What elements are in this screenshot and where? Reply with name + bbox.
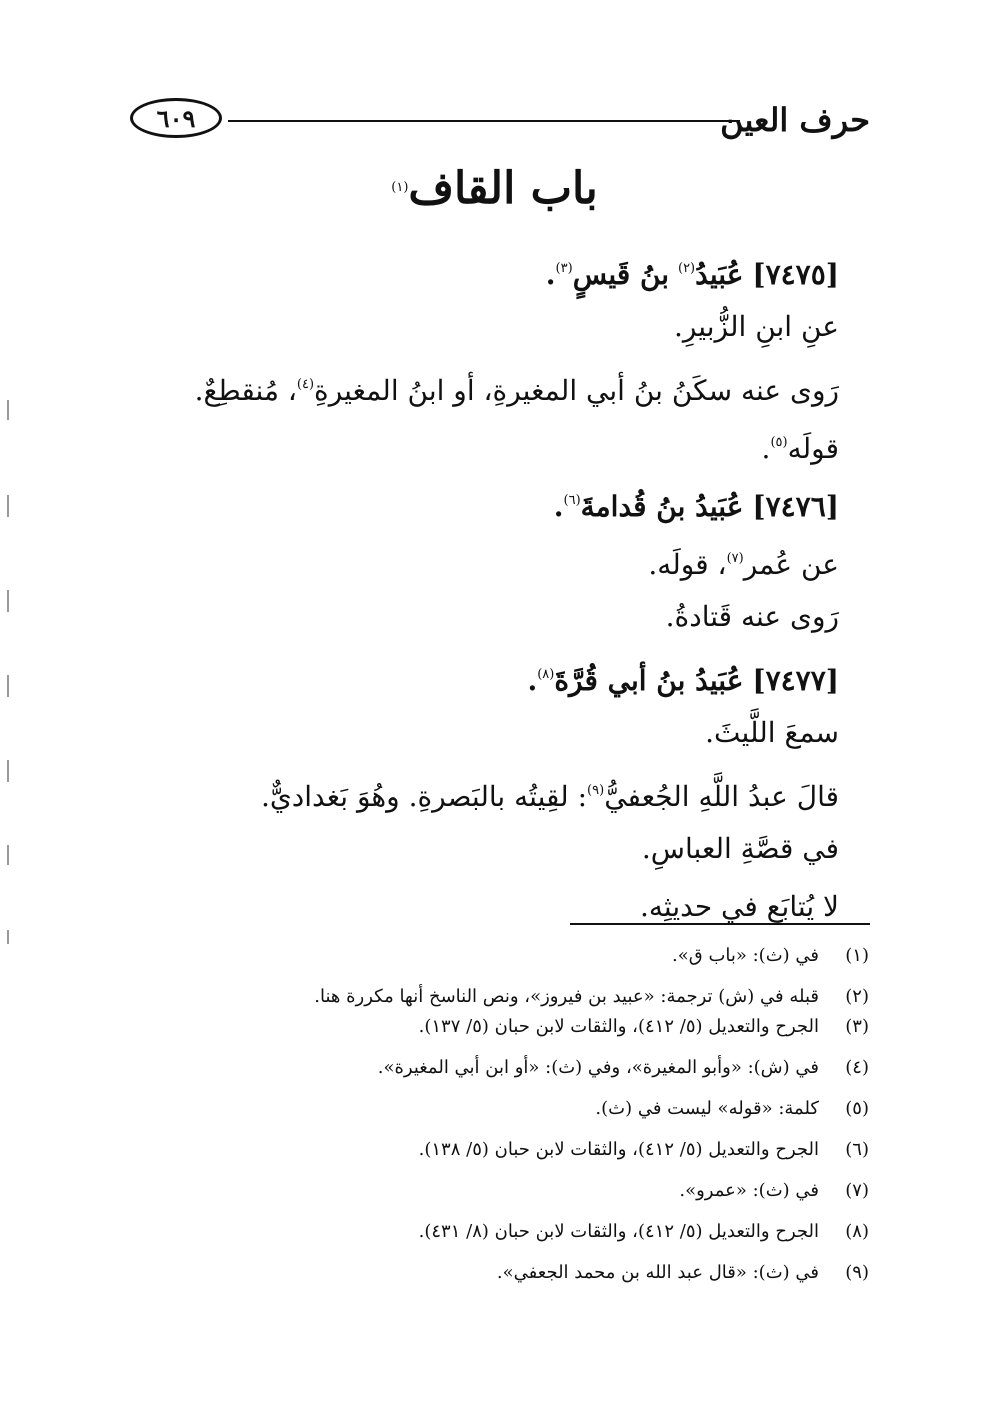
footnote-marker: (٥): [770, 435, 788, 450]
footnote-marker: (١): [391, 180, 409, 195]
footnote: [249, 946, 869, 966]
footnote-text: الجرح والتعديل (٥/ ٤١٢)، والثقات لابن حبان (٥/ ١٣٨).: [418, 1139, 819, 1160]
entry-terminator: .: [545, 258, 556, 291]
footnote-marker: (٨): [537, 667, 555, 682]
entry-number: [٧٤٧٧]: [752, 664, 839, 697]
footnote-marker: (٤): [296, 377, 315, 392]
footnote-number: (٦): [845, 1139, 869, 1160]
chapter-title: [0, 158, 989, 219]
scan-margin-mark: [7, 590, 9, 612]
footnote: [249, 987, 869, 1007]
entry-name: عُبَيدُ: [695, 258, 744, 291]
footnote: [249, 1099, 869, 1119]
line-text: رَوى عنه سكَنُ بنُ أبي المغيرةِ، أو ابنُ المغيرةِ: [314, 374, 839, 407]
footnote-text: في (ث): «عمرو».: [679, 1180, 819, 1201]
footnotes: [249, 946, 869, 1304]
line-text-after: ، قولَه.: [648, 548, 727, 581]
footnote-number: (٨): [845, 1221, 869, 1242]
line-text: سمعَ اللَّيثَ.: [705, 716, 839, 749]
entry-line: [139, 588, 839, 646]
entry-terminator: .: [553, 490, 564, 523]
footnote-text: كلمة: «قوله» ليست في (ث).: [595, 1098, 819, 1119]
footnote: [249, 1058, 869, 1078]
entry-number: [٧٤٧٥]: [752, 258, 839, 291]
footnote-marker: (٦): [563, 493, 581, 508]
footnote-separator: [570, 923, 870, 925]
line-text: لا يُتابَع في حديثِه.: [639, 890, 839, 923]
entry-name: بنُ قَيسٍ: [572, 258, 670, 291]
running-title: حرف العين: [720, 101, 870, 139]
entry-line: [139, 878, 839, 936]
entry-heading: [139, 646, 839, 704]
entry-line: [139, 530, 839, 588]
footnote: [249, 1140, 869, 1160]
scan-margin-mark: [7, 845, 9, 865]
footnote: [249, 1222, 869, 1242]
scan-margin-mark: [7, 760, 9, 782]
main-text: [139, 240, 839, 936]
footnote-marker: (٣): [555, 261, 573, 276]
entry-line: [139, 356, 839, 414]
line-text: عن عُمر: [743, 548, 839, 581]
chapter-title-text: باب القاف: [408, 163, 598, 214]
footnote-number: (٣): [845, 1016, 869, 1037]
footnote-number: (١): [845, 945, 869, 966]
footnote-text: الجرح والتعديل (٥/ ٤١٢)، والثقات لابن حبان (٥/ ١٣٧).: [418, 1016, 819, 1037]
scan-margin-mark: [7, 930, 9, 944]
footnote-number: (٩): [845, 1262, 869, 1283]
footnote-number: (٢): [845, 986, 869, 1007]
line-text-after: .: [761, 432, 771, 465]
entry-name: عُبَيدُ بنُ أبي قُرَّةَ: [554, 664, 744, 697]
entry-heading: [139, 240, 839, 298]
footnote-text: الجرح والتعديل (٥/ ٤١٢)، والثقات لابن حبان (٨/ ٤٣١).: [418, 1221, 819, 1242]
footnote-number: (٥): [845, 1098, 869, 1119]
footnote-text: قبله في (ش) ترجمة: «عبيد بن فيروز»، ونص الناسخ أنها مكررة هنا.: [314, 986, 819, 1007]
entry-line: [139, 414, 839, 472]
scan-margin-mark: [7, 675, 9, 697]
line-text: قولَه: [787, 432, 839, 465]
entry-heading: [139, 472, 839, 530]
line-text: رَوى عنه قَتادةُ.: [665, 600, 839, 633]
line-text-after: : لقِيتُه بالبَصرةِ. وهُوَ بَغداديٌّ.: [260, 780, 588, 813]
footnote-text: في (ث): «باب ق».: [672, 945, 819, 966]
footnote-text: في (ث): «قال عبد الله بن محمد الجعفي».: [496, 1262, 819, 1283]
footnote-marker: (٧): [726, 551, 744, 566]
page-header: [130, 98, 870, 148]
entry-line: [139, 820, 839, 878]
scan-margin-mark: [7, 495, 9, 517]
footnote: [249, 1263, 869, 1283]
entry-name: عُبَيدُ بنُ قُدامةَ: [580, 490, 744, 523]
footnote-marker: (٢): [677, 261, 696, 276]
page-number: ٦٠٩: [130, 98, 222, 138]
entry-terminator: .: [527, 664, 538, 697]
footnote: [249, 1017, 869, 1037]
entry-line: [139, 762, 839, 820]
footnote-number: (٧): [845, 1180, 869, 1201]
footnote-text: في (ش): «وأبو المغيرة»، وفي (ث): «أو ابن أبي المغيرة».: [377, 1057, 819, 1078]
header-rule: [228, 120, 740, 122]
entry-number: [٧٤٧٦]: [752, 490, 839, 523]
line-text-after: ، مُنقطِعٌ.: [194, 374, 297, 407]
footnote-number: (٤): [845, 1057, 869, 1078]
line-text: عنِ ابنِ الزُّبيرِ.: [673, 310, 839, 343]
scan-margin-mark: [7, 400, 9, 420]
entry-line: [139, 704, 839, 762]
footnote-marker: (٩): [587, 783, 605, 798]
entry-line: [139, 298, 839, 356]
line-text: قالَ عبدُ اللَّهِ الجُعفيُّ: [604, 780, 839, 813]
line-text: في قصَّةِ العباسِ.: [641, 832, 839, 865]
footnote: [249, 1181, 869, 1201]
